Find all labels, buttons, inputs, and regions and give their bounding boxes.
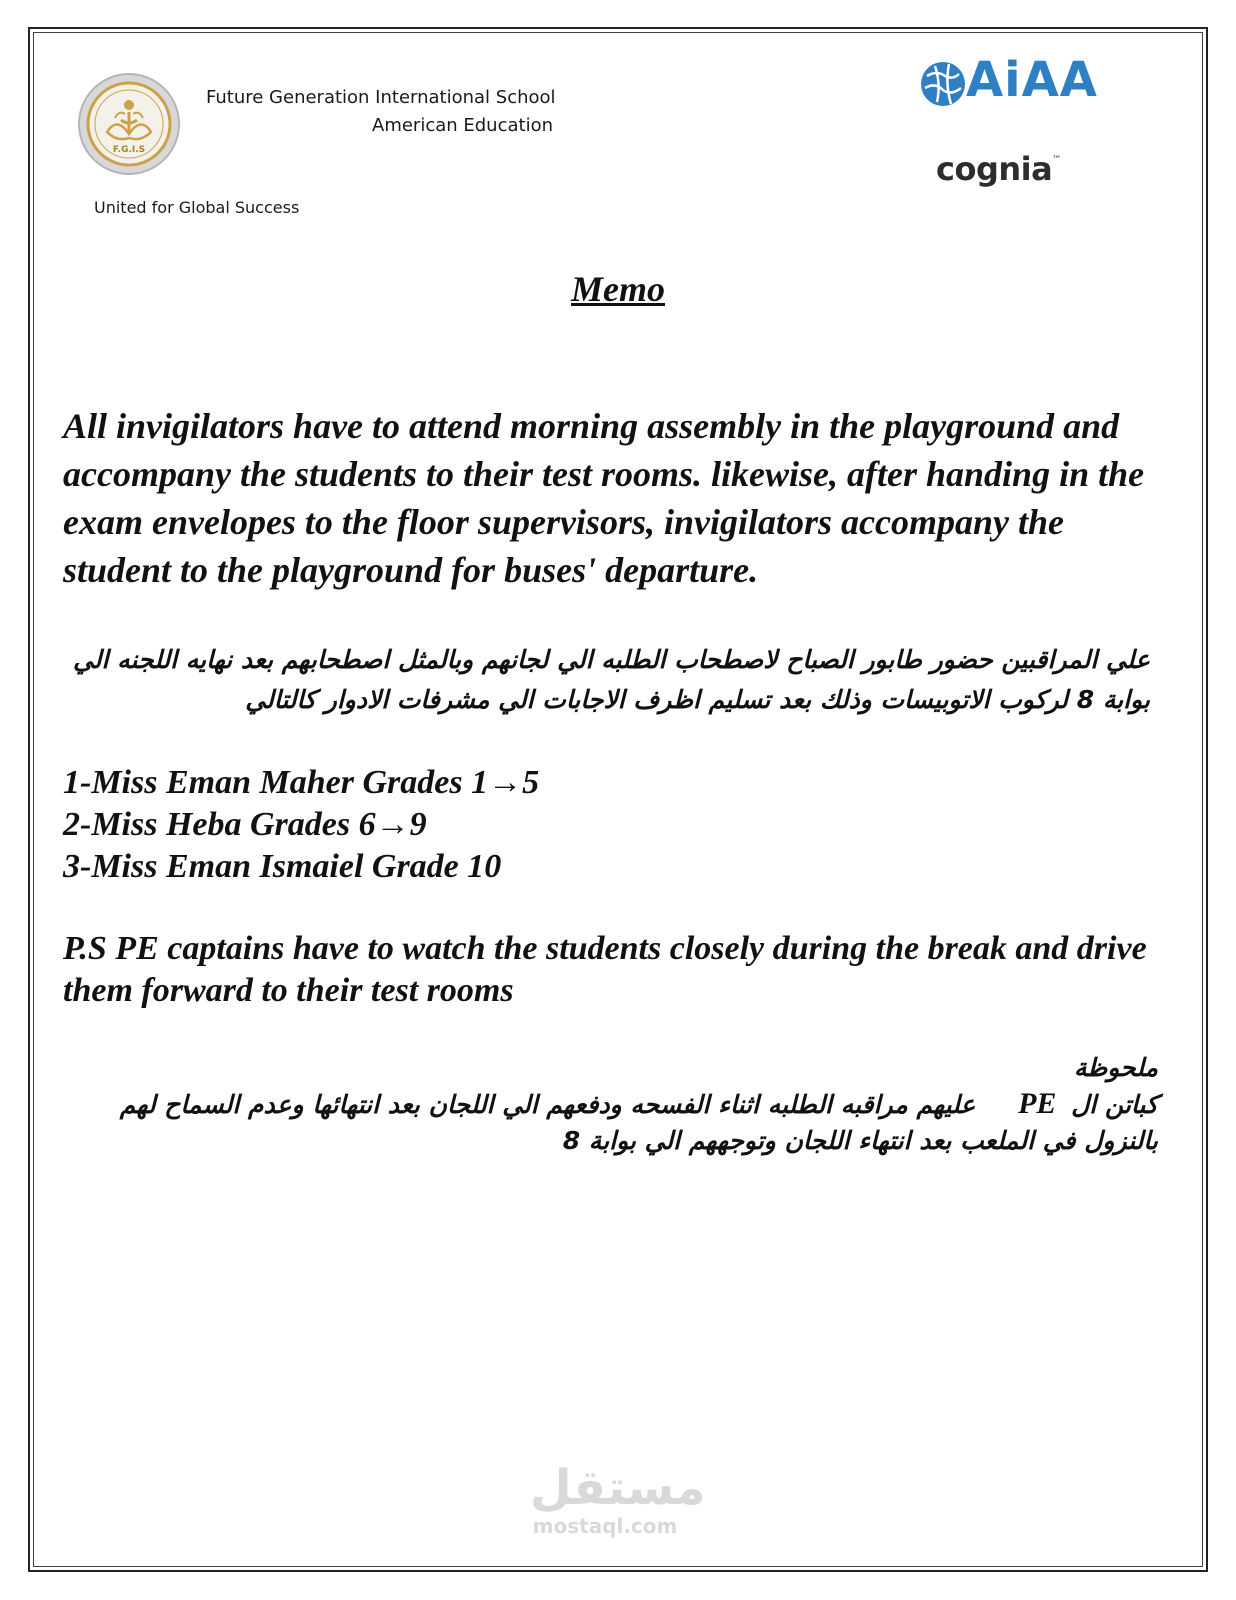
pe-label: PE bbox=[1018, 1087, 1057, 1120]
trademark-symbol: ™ bbox=[1052, 155, 1061, 165]
memo-body-english: All invigilators have to attend morning assembly in the playground and accompany the students to their test rooms. likewise, after handing in the exam envelopes to the floor supervisors, invigilators accompany the student to the playground for buses' departure. bbox=[63, 406, 1145, 590]
supervisor-item-2: 2-Miss Heba Grades 6→9 bbox=[63, 806, 427, 843]
cognia-wordmark: cognia bbox=[936, 150, 1053, 188]
note-heading: ملحوظة bbox=[1073, 1053, 1158, 1082]
cognia-logo bbox=[936, 150, 1061, 188]
school-seal-logo bbox=[77, 72, 181, 176]
note-body: عليهم مراقبه الطلبه اثناء الفسحه ودفعهم الي اللجان بعد انتهائها وعدم السماح لهم بالنزول في الملعب بعد انتهاء اللجان وتوجههم الي بوابة 8 bbox=[119, 1090, 1158, 1155]
supervisor-item-3: 3-Miss Eman Ismaiel Grade 10 bbox=[63, 848, 502, 885]
school-name: Future Generation International School bbox=[206, 87, 556, 108]
school-subtitle: American Education bbox=[372, 115, 553, 136]
memo-body-arabic: علي المراقبين حضور طابور الصباح لاصطحاب الطلبه الي لجانهم وبالمثل اصطحابهم بعد نهايه اللجنه الي بوابة 8 لركوب الاتوبيسات وذلك بعد تسليم اظرف الاجابات الي مشرفات الادوار كالتالي bbox=[73, 645, 1150, 714]
watermark-arabic: مستقل bbox=[530, 1460, 706, 1516]
supervisor-list bbox=[63, 762, 763, 888]
postscript-english: P.S PE captains have to watch the students closely during the break and drive them forward to their test rooms bbox=[63, 930, 1147, 1009]
school-name-block bbox=[206, 84, 566, 140]
memo-title: Memo bbox=[571, 269, 665, 309]
note-body-block bbox=[60, 1086, 1158, 1159]
mostaql-watermark bbox=[530, 1460, 706, 1538]
note-prefix: كباتن ال bbox=[1071, 1090, 1158, 1119]
seal-text: F.G.I.S bbox=[112, 145, 146, 155]
aiaa-wordmark: AiAA bbox=[966, 52, 1098, 108]
note-arabic bbox=[60, 1050, 1158, 1159]
watermark-latin: mostaql.com bbox=[532, 1514, 678, 1538]
school-motto: United for Global Success bbox=[94, 198, 300, 217]
supervisor-item-1: 1-Miss Eman Maher Grades 1→5 bbox=[63, 764, 540, 801]
